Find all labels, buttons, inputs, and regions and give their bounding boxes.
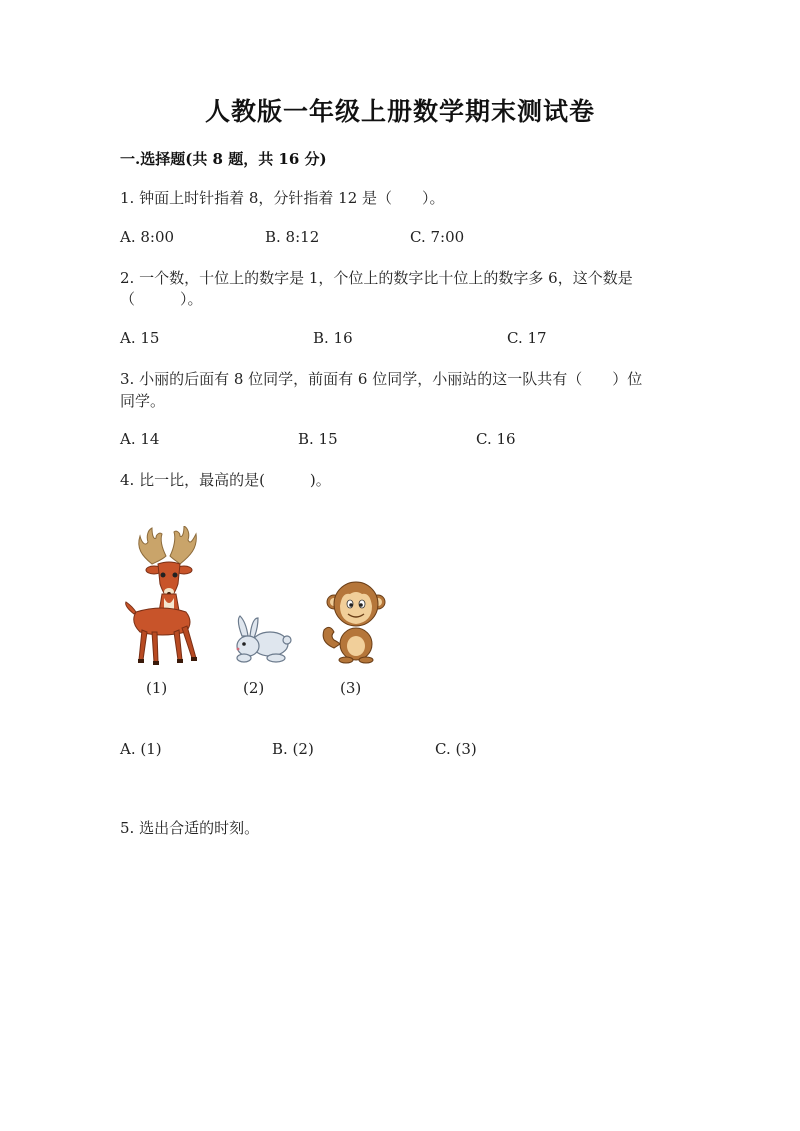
question-2-text-line2: （ ）。 — [120, 290, 203, 308]
deer-icon — [122, 526, 218, 666]
question-3-option-a[interactable]: A. 14 — [120, 430, 160, 448]
question-3-option-b[interactable]: B. 15 — [298, 430, 338, 448]
figure-label-1: (1) — [146, 679, 168, 697]
monkey-icon — [320, 578, 388, 664]
page-title: 人教版一年级上册数学期末测试卷 — [204, 97, 595, 126]
question-1-option-c[interactable]: C. 7:00 — [410, 228, 465, 246]
rabbit-icon — [232, 614, 292, 666]
question-2-option-b[interactable]: B. 16 — [313, 329, 353, 347]
figure-label-3: (3) — [340, 679, 362, 697]
question-3-option-c[interactable]: C. 16 — [476, 430, 516, 448]
section-heading: 一.选择题(共 8 题，共 16 分) — [120, 150, 327, 168]
question-3-text-line1: 3. 小丽的后面有 8 位同学，前面有 6 位同学，小丽站的这一队共有（ ）位 — [120, 370, 643, 388]
question-2-option-a[interactable]: A. 15 — [120, 329, 160, 347]
question-2-option-c[interactable]: C. 17 — [507, 329, 547, 347]
question-5-text: 5. 选出合适的时刻。 — [120, 819, 260, 837]
question-4-option-a[interactable]: A. (1) — [120, 740, 162, 758]
figure-label-2: (2) — [243, 679, 265, 697]
question-1-option-a[interactable]: A. 8:00 — [120, 228, 175, 246]
question-1-option-b[interactable]: B. 8:12 — [265, 228, 320, 246]
question-4-text: 4. 比一比，最高的是( )。 — [120, 471, 331, 489]
question-1-text: 1. 钟面上时针指着 8，分针指着 12 是（ ）。 — [120, 189, 445, 207]
question-3-text-line2: 同学。 — [120, 392, 166, 410]
question-2-text-line1: 2. 一个数，十位上的数字是 1，个位上的数字比十位上的数字多 6，这个数是 — [120, 269, 633, 287]
question-4-option-b[interactable]: B. (2) — [272, 740, 314, 758]
question-4-option-c[interactable]: C. (3) — [435, 740, 477, 758]
